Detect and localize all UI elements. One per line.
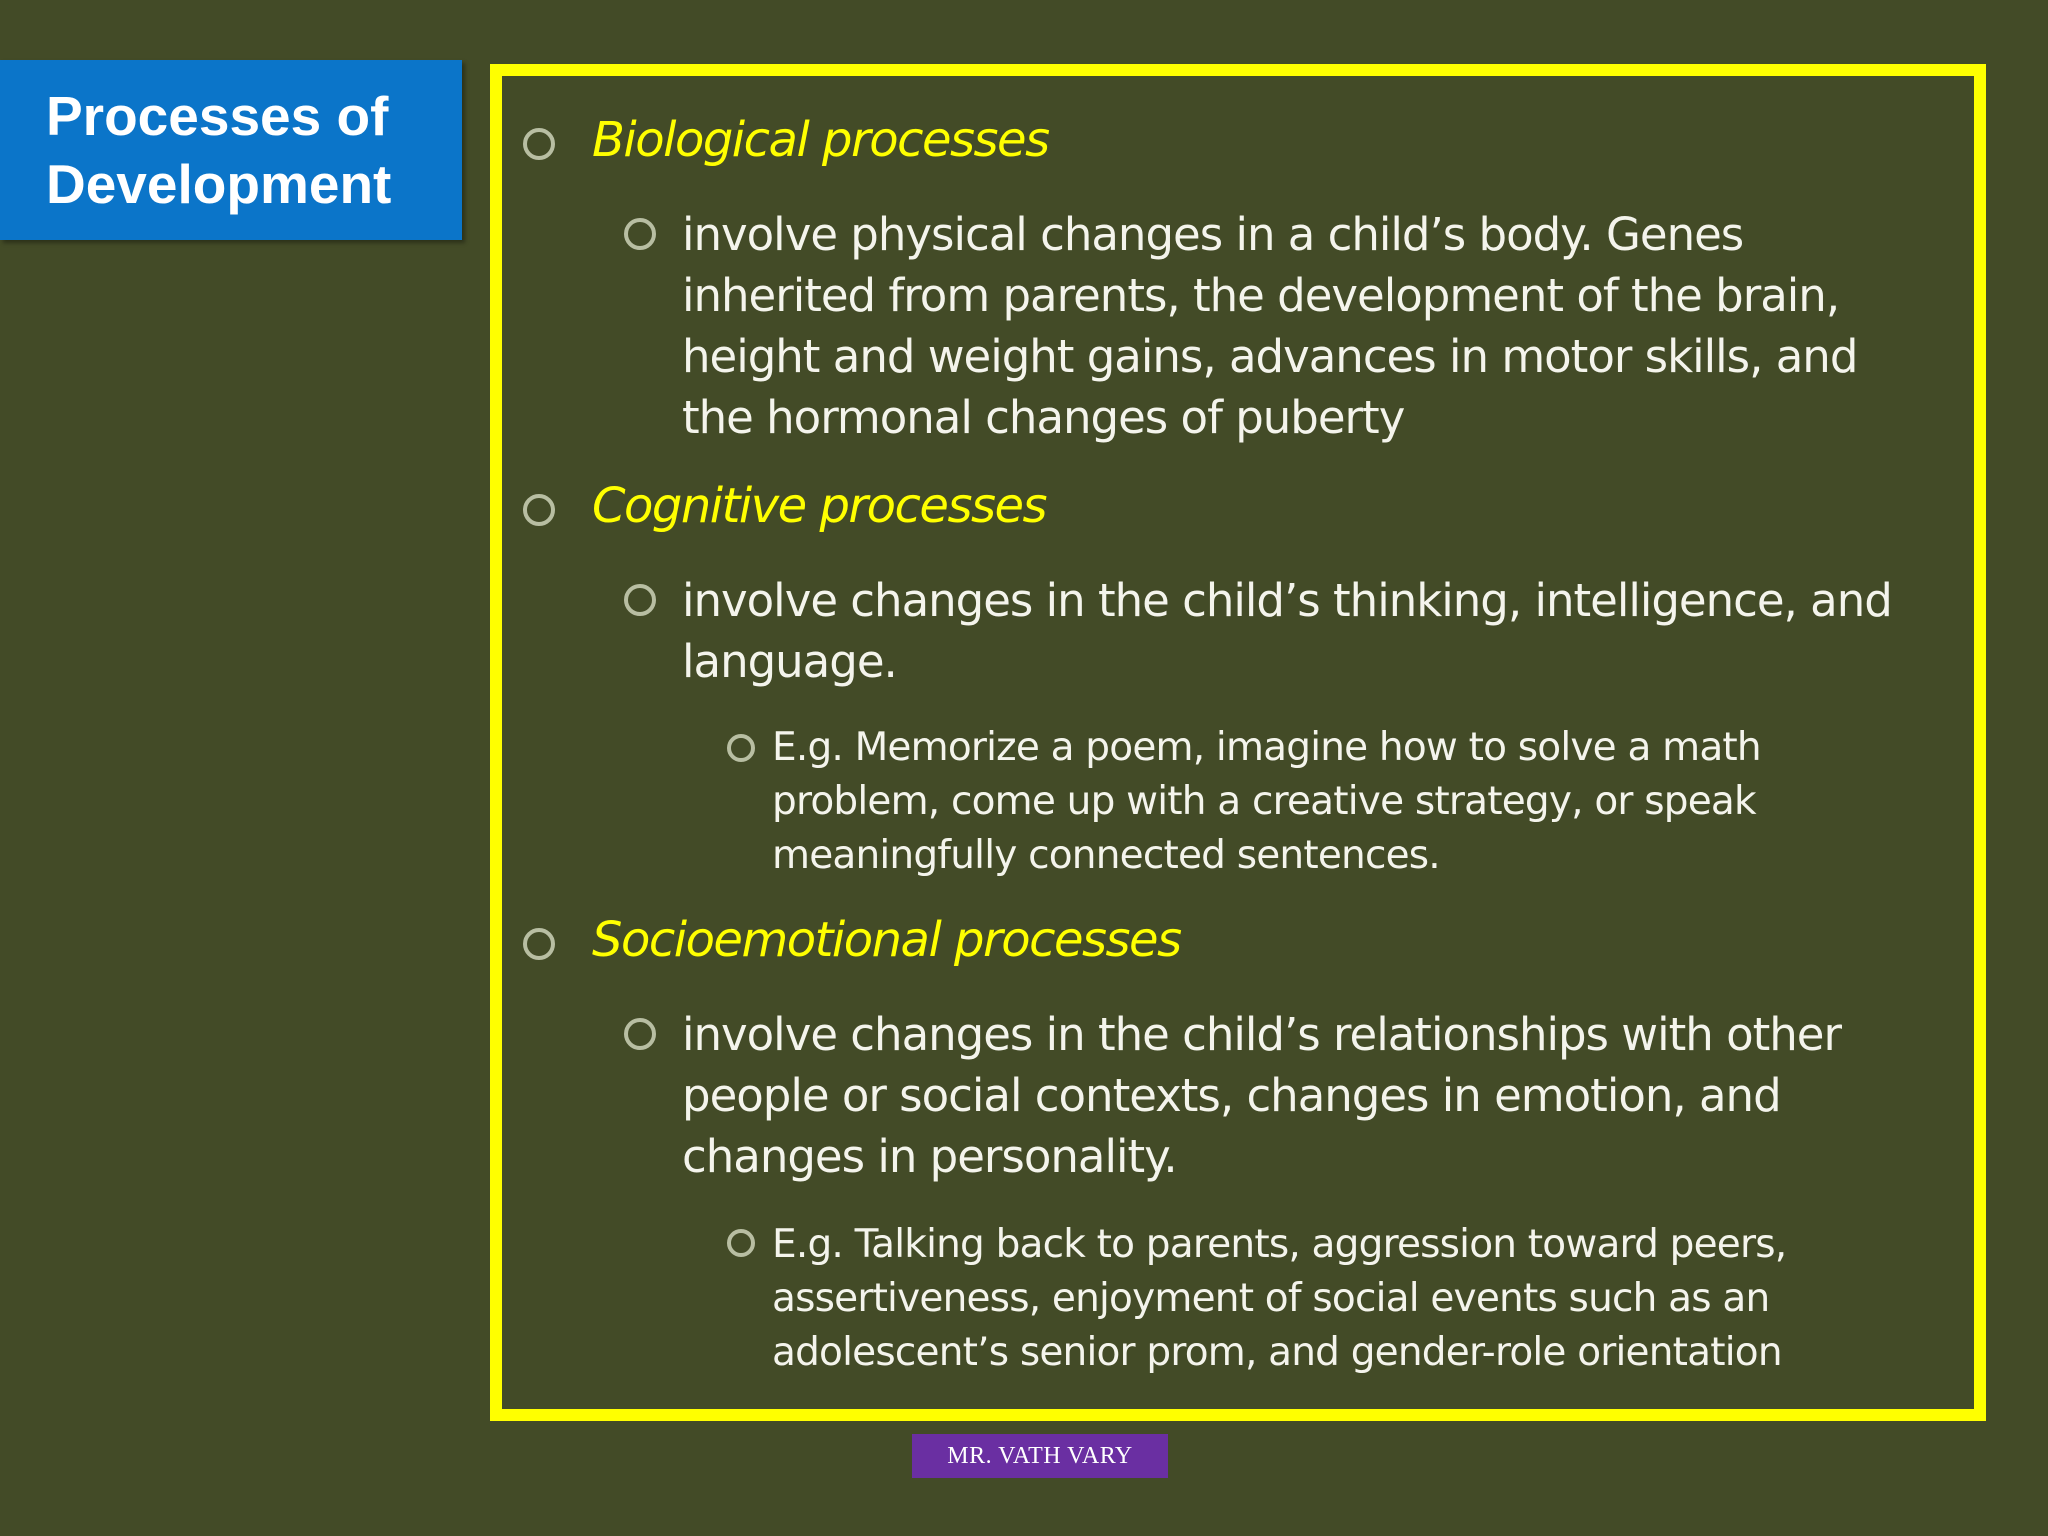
bullet-circle-icon [727, 734, 755, 762]
bullet-circle-icon [624, 584, 656, 616]
bullet-circle-icon [523, 128, 555, 160]
slide-title: Processes of Development [46, 85, 392, 215]
bullet-circle-icon [727, 1229, 755, 1257]
example-socioemotional: E.g. Talking back to parents, aggression toward peers, assertiveness, enjoyment of social events such as an adolescent’s senior prom, and gender-role orientation [772, 1222, 1787, 1375]
slide-title-box [0, 60, 462, 240]
author-footer-badge [912, 1434, 1168, 1478]
example-cognitive: E.g. Memorize a poem, imagine how to solve a math problem, come up with a creative strategy, or speak meaningfully connected sentences. [772, 725, 1761, 878]
bullet-circle-icon [523, 928, 555, 960]
heading-socioemotional: Socioemotional processes [592, 912, 1181, 968]
heading-cognitive: Cognitive processes [592, 478, 1047, 534]
description-socioemotional: involve changes in the child’s relationships with other people or social contexts, changes in emotion, and changes in personality. [682, 1008, 1841, 1183]
bullet-circle-icon [523, 494, 555, 526]
author-name: MR. VATH VARY [947, 1442, 1133, 1469]
bullet-circle-icon [624, 1018, 656, 1050]
description-cognitive: involve changes in the child’s thinking, intelligence, and language. [682, 574, 1892, 688]
bullet-circle-icon [624, 218, 656, 250]
heading-biological: Biological processes [592, 112, 1049, 168]
description-biological: involve physical changes in a child’s body. Genes inherited from parents, the development of the brain, height and weight gains, advances in motor skills, and the hormonal changes of puberty [682, 208, 1858, 444]
